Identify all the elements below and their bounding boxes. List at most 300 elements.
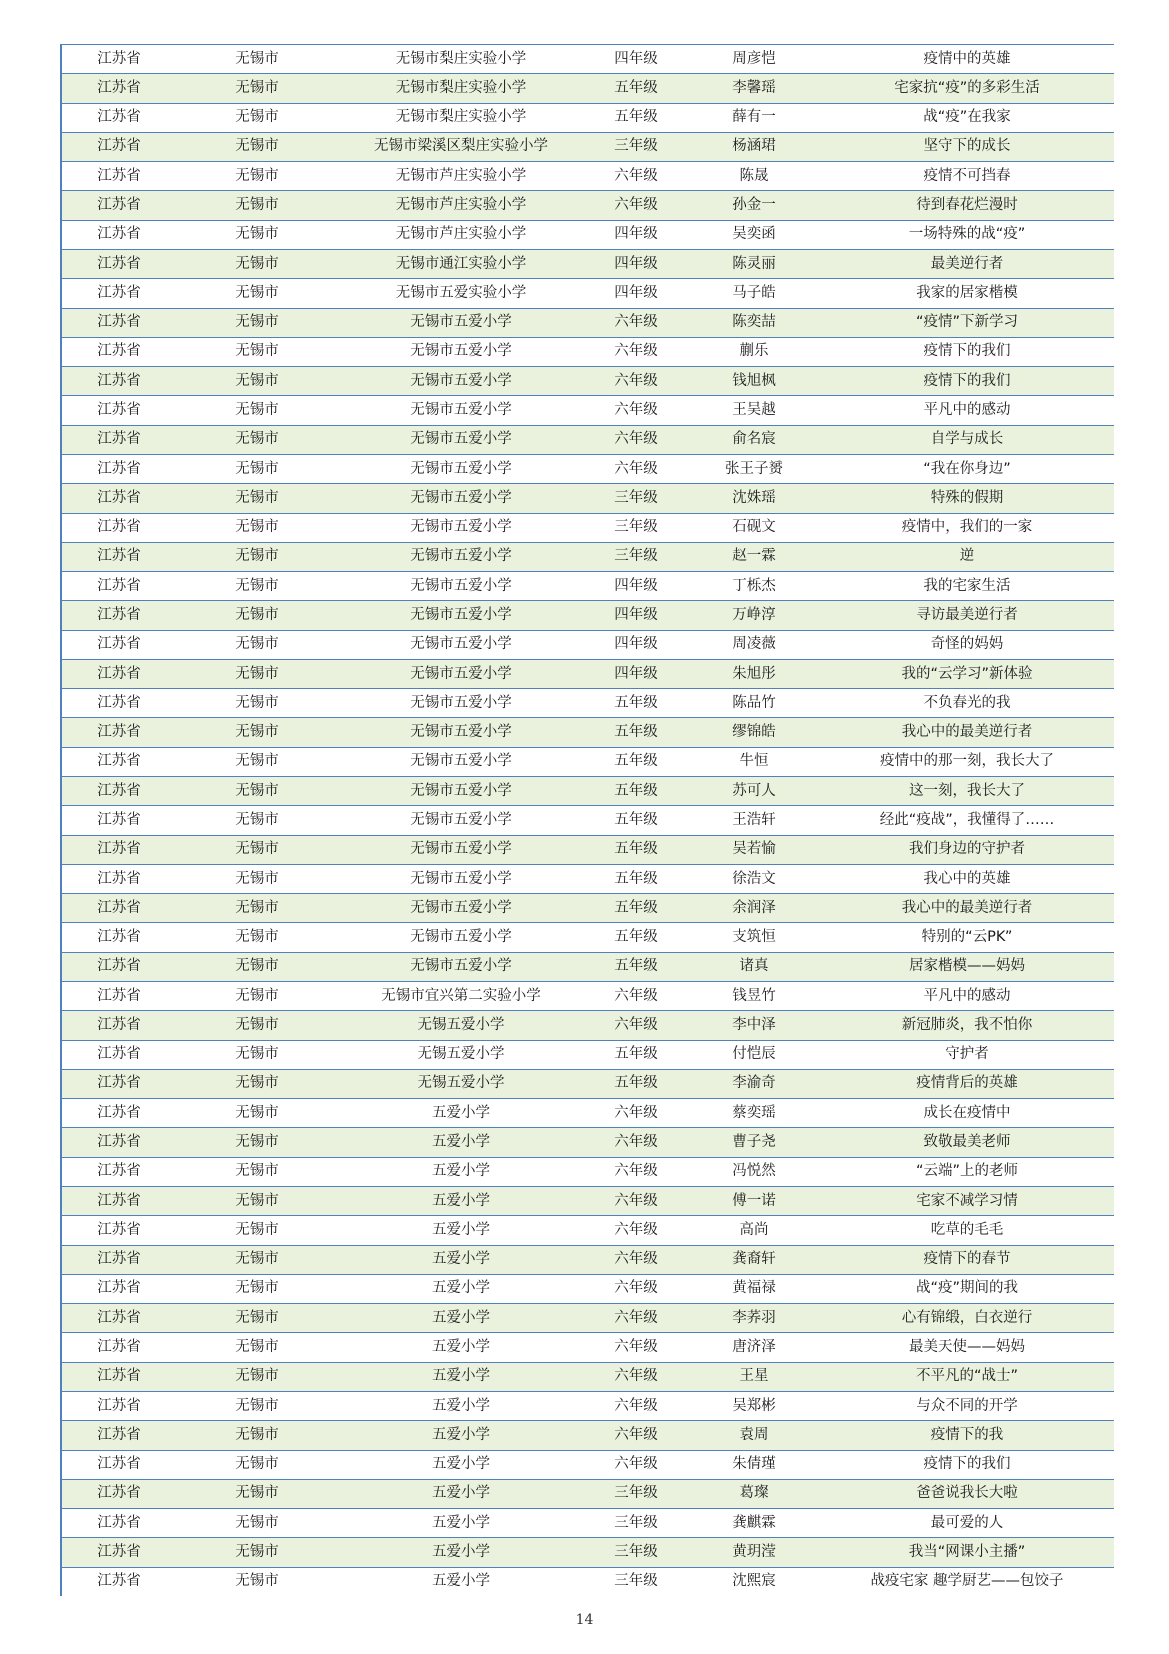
- province-cell: 江苏省: [97, 197, 141, 214]
- city-cell: 无锡市: [235, 929, 279, 946]
- student-name-cell: 龚裔轩: [732, 1251, 776, 1268]
- city-cell: 无锡市: [235, 1485, 279, 1502]
- grade-cell: 四年级: [614, 255, 658, 272]
- grade-cell: 五年级: [614, 899, 658, 916]
- grade-cell: 六年级: [614, 1192, 658, 1209]
- student-name-cell: 苏可人: [732, 782, 776, 799]
- city-cell: 无锡市: [235, 1543, 279, 1560]
- city-cell: 无锡市: [235, 284, 279, 301]
- table-row: [62, 571, 1114, 600]
- student-name-cell: 冯悦然: [732, 1163, 776, 1180]
- province-cell: 江苏省: [97, 489, 141, 506]
- table-row: [62, 542, 1114, 571]
- table-row: [62, 483, 1114, 512]
- work-title-cell: 自学与成长: [930, 431, 1004, 448]
- province-cell: 江苏省: [97, 460, 141, 477]
- student-name-cell: 缪锦皓: [732, 724, 776, 741]
- student-name-cell: 吴若愉: [732, 841, 776, 858]
- province-cell: 江苏省: [97, 109, 141, 126]
- city-cell: 无锡市: [235, 79, 279, 96]
- table-row: [62, 1186, 1114, 1215]
- city-cell: 无锡市: [235, 1046, 279, 1063]
- province-cell: 江苏省: [97, 1397, 141, 1414]
- work-title-cell: 致敬最美老师: [923, 1134, 1011, 1151]
- student-name-cell: 高尚: [739, 1221, 769, 1238]
- work-title-cell: 宅家抗“疫”的多彩生活: [894, 79, 1040, 96]
- grade-cell: 五年级: [614, 929, 658, 946]
- work-title-cell: 疫情中，我们的一家: [901, 519, 1033, 536]
- student-name-cell: 朱旭彤: [732, 665, 776, 682]
- province-cell: 江苏省: [97, 1339, 141, 1356]
- province-cell: 江苏省: [97, 841, 141, 858]
- table-row: [62, 44, 1114, 73]
- table-row: [62, 630, 1114, 659]
- grade-cell: 六年级: [614, 372, 658, 389]
- work-title-cell: 最可爱的人: [930, 1514, 1004, 1531]
- grade-cell: 六年级: [614, 402, 658, 419]
- work-title-cell: 居家楷模——妈妈: [909, 958, 1025, 975]
- school-cell: 无锡市梁溪区梨庄实验小学: [374, 138, 548, 155]
- province-cell: 江苏省: [97, 1573, 141, 1590]
- school-cell: 无锡市五爱小学: [410, 489, 512, 506]
- province-cell: 江苏省: [97, 929, 141, 946]
- grade-cell: 六年级: [614, 1397, 658, 1414]
- city-cell: 无锡市: [235, 665, 279, 682]
- city-cell: 无锡市: [235, 841, 279, 858]
- work-title-cell: 宅家不减学习情: [916, 1192, 1018, 1209]
- school-cell: 五爱小学: [432, 1104, 490, 1121]
- grade-cell: 六年级: [614, 1163, 658, 1180]
- work-title-cell: 我的“云学习”新体验: [901, 665, 1033, 682]
- city-cell: 无锡市: [235, 753, 279, 770]
- city-cell: 无锡市: [235, 1397, 279, 1414]
- school-cell: 无锡市五爱小学: [410, 694, 512, 711]
- student-name-cell: 马子皓: [732, 284, 776, 301]
- work-title-cell: 疫情下的春节: [923, 1251, 1011, 1268]
- work-title-cell: 我心中的最美逆行者: [901, 899, 1033, 916]
- table-row: [62, 1010, 1114, 1039]
- work-title-cell: 平凡中的感动: [923, 402, 1011, 419]
- province-cell: 江苏省: [97, 1485, 141, 1502]
- grade-cell: 四年级: [614, 577, 658, 594]
- work-title-cell: 战“疫”期间的我: [915, 1280, 1019, 1297]
- province-cell: 江苏省: [97, 724, 141, 741]
- student-name-cell: 朱倩瑾: [732, 1456, 776, 1473]
- grade-cell: 六年级: [614, 1426, 658, 1443]
- table-row: [62, 1098, 1114, 1127]
- table-row: [62, 132, 1114, 161]
- table-row: [62, 425, 1114, 454]
- school-cell: 无锡市芦庄实验小学: [395, 226, 527, 243]
- work-title-cell: 疫情中的英雄: [923, 50, 1011, 67]
- province-cell: 江苏省: [97, 548, 141, 565]
- school-cell: 五爱小学: [432, 1368, 490, 1385]
- province-cell: 江苏省: [97, 1075, 141, 1092]
- table-row: [62, 366, 1114, 395]
- province-cell: 江苏省: [97, 1514, 141, 1531]
- student-name-cell: 蔡奕瑶: [732, 1104, 776, 1121]
- school-cell: 无锡市五爱实验小学: [395, 284, 527, 301]
- grade-cell: 六年级: [614, 167, 658, 184]
- school-cell: 五爱小学: [432, 1485, 490, 1502]
- city-cell: 无锡市: [235, 1514, 279, 1531]
- table-row: [62, 835, 1114, 864]
- province-cell: 江苏省: [97, 1046, 141, 1063]
- city-cell: 无锡市: [235, 519, 279, 536]
- school-cell: 无锡市五爱小学: [410, 899, 512, 916]
- school-cell: 无锡市五爱小学: [410, 548, 512, 565]
- grade-cell: 四年级: [614, 606, 658, 623]
- work-title-cell: 寻访最美逆行者: [916, 606, 1018, 623]
- city-cell: 无锡市: [235, 255, 279, 272]
- city-cell: 无锡市: [235, 1573, 279, 1590]
- work-title-cell: 这一刻，我长大了: [909, 782, 1025, 799]
- table-row: [62, 513, 1114, 542]
- work-title-cell: 特别的“云PK”: [921, 929, 1013, 946]
- province-cell: 江苏省: [97, 606, 141, 623]
- city-cell: 无锡市: [235, 314, 279, 331]
- school-cell: 五爱小学: [432, 1192, 490, 1209]
- student-name-cell: 陈奕喆: [732, 314, 776, 331]
- school-cell: 无锡市五爱小学: [410, 431, 512, 448]
- work-title-cell: 新冠肺炎，我不怕你: [901, 1016, 1033, 1033]
- school-cell: 无锡市五爱小学: [410, 753, 512, 770]
- grade-cell: 四年级: [614, 226, 658, 243]
- student-name-cell: 王星: [739, 1368, 769, 1385]
- grade-cell: 六年级: [614, 314, 658, 331]
- student-name-cell: 唐济泽: [732, 1339, 776, 1356]
- table-row: [62, 893, 1114, 922]
- grade-cell: 六年级: [614, 1221, 658, 1238]
- student-name-cell: 傅一诺: [732, 1192, 776, 1209]
- city-cell: 无锡市: [235, 1426, 279, 1443]
- city-cell: 无锡市: [235, 167, 279, 184]
- student-name-cell: 周凌薇: [732, 636, 776, 653]
- grade-cell: 三年级: [614, 1543, 658, 1560]
- grade-cell: 六年级: [614, 1016, 658, 1033]
- grade-cell: 三年级: [614, 548, 658, 565]
- city-cell: 无锡市: [235, 958, 279, 975]
- school-cell: 无锡市五爱小学: [410, 577, 512, 594]
- student-name-cell: 李中泽: [732, 1016, 776, 1033]
- work-title-cell: 我的宅家生活: [923, 577, 1011, 594]
- province-cell: 江苏省: [97, 870, 141, 887]
- school-cell: 无锡市梨庄实验小学: [395, 109, 527, 126]
- city-cell: 无锡市: [235, 1251, 279, 1268]
- work-title-cell: 疫情下的我们: [923, 372, 1011, 389]
- province-cell: 江苏省: [97, 79, 141, 96]
- table-row: [62, 600, 1114, 629]
- school-cell: 无锡市梨庄实验小学: [395, 50, 527, 67]
- school-cell: 五爱小学: [432, 1514, 490, 1531]
- grade-cell: 三年级: [614, 138, 658, 155]
- province-cell: 江苏省: [97, 811, 141, 828]
- grade-cell: 五年级: [614, 870, 658, 887]
- table-row: [62, 1362, 1114, 1391]
- school-cell: 五爱小学: [432, 1221, 490, 1238]
- student-name-cell: 支筑恒: [732, 929, 776, 946]
- province-cell: 江苏省: [97, 167, 141, 184]
- table-row: [62, 1157, 1114, 1186]
- province-cell: 江苏省: [97, 1368, 141, 1385]
- province-cell: 江苏省: [97, 431, 141, 448]
- city-cell: 无锡市: [235, 402, 279, 419]
- city-cell: 无锡市: [235, 606, 279, 623]
- grade-cell: 六年级: [614, 1456, 658, 1473]
- table-row: [62, 1479, 1114, 1508]
- province-cell: 江苏省: [97, 958, 141, 975]
- work-title-cell: 疫情下的我们: [923, 343, 1011, 360]
- work-title-cell: 疫情下的我: [930, 1426, 1004, 1443]
- province-cell: 江苏省: [97, 899, 141, 916]
- work-title-cell: 我家的居家楷模: [916, 284, 1018, 301]
- table-row: [62, 308, 1114, 337]
- grade-cell: 六年级: [614, 343, 658, 360]
- table-row: [62, 1450, 1114, 1479]
- city-cell: 无锡市: [235, 870, 279, 887]
- student-name-cell: 石砚文: [732, 519, 776, 536]
- table-row: [62, 922, 1114, 951]
- student-name-cell: 吴郑彬: [732, 1397, 776, 1414]
- student-name-cell: 李馨瑶: [732, 79, 776, 96]
- student-name-cell: 沈姝瑶: [732, 489, 776, 506]
- table-row: [62, 1245, 1114, 1274]
- province-cell: 江苏省: [97, 1543, 141, 1560]
- school-cell: 五爱小学: [432, 1543, 490, 1560]
- student-name-cell: 钱旭枫: [732, 372, 776, 389]
- city-cell: 无锡市: [235, 460, 279, 477]
- table-row: [62, 1391, 1114, 1420]
- work-title-cell: 我心中的最美逆行者: [901, 724, 1033, 741]
- table-row: [62, 805, 1114, 834]
- work-title-cell: 疫情中的那一刻，我长大了: [880, 753, 1054, 770]
- student-name-cell: 丁栎杰: [732, 577, 776, 594]
- grade-cell: 六年级: [614, 197, 658, 214]
- work-title-cell: 不平凡的“战士”: [915, 1368, 1019, 1385]
- work-title-cell: 奇怪的妈妈: [930, 636, 1004, 653]
- work-title-cell: 战疫宅家 趣学厨艺——包饺子: [870, 1573, 1064, 1590]
- school-cell: 五爱小学: [432, 1339, 490, 1356]
- student-name-cell: 陈灵丽: [732, 255, 776, 272]
- student-name-cell: 李荞羽: [732, 1309, 776, 1326]
- table-row: [62, 864, 1114, 893]
- province-cell: 江苏省: [97, 577, 141, 594]
- province-cell: 江苏省: [97, 1104, 141, 1121]
- student-name-cell: 万峥淳: [732, 606, 776, 623]
- city-cell: 无锡市: [235, 226, 279, 243]
- province-cell: 江苏省: [97, 1163, 141, 1180]
- grade-cell: 六年级: [614, 1309, 658, 1326]
- province-cell: 江苏省: [97, 1016, 141, 1033]
- province-cell: 江苏省: [97, 1280, 141, 1297]
- grade-cell: 六年级: [614, 1104, 658, 1121]
- work-title-cell: 逆: [959, 548, 975, 565]
- city-cell: 无锡市: [235, 694, 279, 711]
- work-title-cell: 坚守下的成长: [923, 138, 1011, 155]
- work-title-cell: 平凡中的感动: [923, 987, 1011, 1004]
- province-cell: 江苏省: [97, 402, 141, 419]
- work-title-cell: 战“疫”在我家: [923, 109, 1011, 126]
- table-row: [62, 1127, 1114, 1156]
- grade-cell: 五年级: [614, 753, 658, 770]
- student-name-cell: 曹子尧: [732, 1134, 776, 1151]
- student-name-cell: 牛恒: [739, 753, 769, 770]
- student-name-cell: 陈品竹: [732, 694, 776, 711]
- school-cell: 无锡五爱小学: [417, 1046, 505, 1063]
- table-row: [62, 1040, 1114, 1069]
- student-name-cell: 袁周: [739, 1426, 769, 1443]
- city-cell: 无锡市: [235, 1221, 279, 1238]
- grade-cell: 三年级: [614, 1485, 658, 1502]
- table-row: [62, 1537, 1114, 1566]
- school-cell: 无锡市五爱小学: [410, 665, 512, 682]
- grade-cell: 五年级: [614, 79, 658, 96]
- school-cell: 无锡市梨庄实验小学: [395, 79, 527, 96]
- grade-cell: 四年级: [614, 284, 658, 301]
- city-cell: 无锡市: [235, 372, 279, 389]
- city-cell: 无锡市: [235, 1104, 279, 1121]
- city-cell: 无锡市: [235, 548, 279, 565]
- school-cell: 五爱小学: [432, 1309, 490, 1326]
- province-cell: 江苏省: [97, 226, 141, 243]
- city-cell: 无锡市: [235, 138, 279, 155]
- work-title-cell: 成长在疫情中: [923, 1104, 1011, 1121]
- student-name-cell: 俞名宸: [732, 431, 776, 448]
- grade-cell: 五年级: [614, 694, 658, 711]
- work-title-cell: 最美逆行者: [930, 255, 1004, 272]
- school-cell: 无锡五爱小学: [417, 1075, 505, 1092]
- work-title-cell: 爸爸说我长大啦: [916, 1485, 1018, 1502]
- grade-cell: 五年级: [614, 1046, 658, 1063]
- student-name-cell: 余润泽: [732, 899, 776, 916]
- school-cell: 五爱小学: [432, 1456, 490, 1473]
- student-name-cell: 张王子赟: [725, 460, 783, 477]
- student-name-cell: 龚麒霖: [732, 1514, 776, 1531]
- table-row: [62, 103, 1114, 132]
- student-name-cell: 葛璨: [739, 1485, 769, 1502]
- school-cell: 无锡市芦庄实验小学: [395, 197, 527, 214]
- table-row: [62, 1274, 1114, 1303]
- grade-cell: 五年级: [614, 724, 658, 741]
- table-row: [62, 161, 1114, 190]
- school-cell: 无锡市五爱小学: [410, 929, 512, 946]
- school-cell: 无锡市五爱小学: [410, 870, 512, 887]
- school-cell: 五爱小学: [432, 1397, 490, 1414]
- city-cell: 无锡市: [235, 109, 279, 126]
- table-row: [62, 1508, 1114, 1537]
- table-row: [62, 952, 1114, 981]
- city-cell: 无锡市: [235, 50, 279, 67]
- grade-cell: 六年级: [614, 1251, 658, 1268]
- award-list-table: [60, 44, 1114, 1596]
- table-row: [62, 454, 1114, 483]
- grade-cell: 五年级: [614, 109, 658, 126]
- work-title-cell: 守护者: [945, 1046, 989, 1063]
- student-name-cell: 薛有一: [732, 109, 776, 126]
- work-title-cell: 疫情不可挡春: [923, 167, 1011, 184]
- grade-cell: 六年级: [614, 431, 658, 448]
- table-row: [62, 1332, 1114, 1361]
- province-cell: 江苏省: [97, 284, 141, 301]
- student-name-cell: 赵一霖: [732, 548, 776, 565]
- province-cell: 江苏省: [97, 753, 141, 770]
- school-cell: 五爱小学: [432, 1426, 490, 1443]
- grade-cell: 四年级: [614, 665, 658, 682]
- table-row: [62, 278, 1114, 307]
- city-cell: 无锡市: [235, 724, 279, 741]
- student-name-cell: 王浩轩: [732, 811, 776, 828]
- table-row: [62, 190, 1114, 219]
- city-cell: 无锡市: [235, 577, 279, 594]
- table-row: [62, 73, 1114, 102]
- student-name-cell: 黄玥滢: [732, 1543, 776, 1560]
- city-cell: 无锡市: [235, 1075, 279, 1092]
- school-cell: 五爱小学: [432, 1251, 490, 1268]
- city-cell: 无锡市: [235, 1309, 279, 1326]
- school-cell: 无锡市五爱小学: [410, 606, 512, 623]
- province-cell: 江苏省: [97, 987, 141, 1004]
- grade-cell: 三年级: [614, 1573, 658, 1590]
- work-title-cell: 一场特殊的战“疫”: [908, 226, 1026, 243]
- table-row: [62, 747, 1114, 776]
- province-cell: 江苏省: [97, 1426, 141, 1443]
- city-cell: 无锡市: [235, 899, 279, 916]
- province-cell: 江苏省: [97, 694, 141, 711]
- table-row: [62, 1567, 1114, 1596]
- table-row: [62, 220, 1114, 249]
- grade-cell: 五年级: [614, 811, 658, 828]
- school-cell: 无锡市芦庄实验小学: [395, 167, 527, 184]
- table-row: [62, 1420, 1114, 1449]
- city-cell: 无锡市: [235, 1016, 279, 1033]
- grade-cell: 三年级: [614, 519, 658, 536]
- grade-cell: 五年级: [614, 958, 658, 975]
- table-row: [62, 776, 1114, 805]
- table-row: [62, 688, 1114, 717]
- work-title-cell: 疫情背后的英雄: [916, 1075, 1018, 1092]
- province-cell: 江苏省: [97, 372, 141, 389]
- province-cell: 江苏省: [97, 1456, 141, 1473]
- page-number: 14: [575, 1612, 594, 1628]
- student-name-cell: 沈熙宸: [732, 1573, 776, 1590]
- grade-cell: 四年级: [614, 636, 658, 653]
- school-cell: 无锡市五爱小学: [410, 343, 512, 360]
- province-cell: 江苏省: [97, 636, 141, 653]
- table-row: [62, 717, 1114, 746]
- province-cell: 江苏省: [97, 1309, 141, 1326]
- grade-cell: 六年级: [614, 460, 658, 477]
- school-cell: 五爱小学: [432, 1280, 490, 1297]
- table-row: [62, 395, 1114, 424]
- grade-cell: 六年级: [614, 987, 658, 1004]
- city-cell: 无锡市: [235, 636, 279, 653]
- student-name-cell: 孙金一: [732, 197, 776, 214]
- work-title-cell: 最美天使——妈妈: [909, 1339, 1025, 1356]
- city-cell: 无锡市: [235, 343, 279, 360]
- grade-cell: 三年级: [614, 489, 658, 506]
- school-cell: 无锡市五爱小学: [410, 314, 512, 331]
- table-row: [62, 1069, 1114, 1098]
- school-cell: 五爱小学: [432, 1163, 490, 1180]
- province-cell: 江苏省: [97, 519, 141, 536]
- school-cell: 无锡市五爱小学: [410, 782, 512, 799]
- grade-cell: 六年级: [614, 1368, 658, 1385]
- city-cell: 无锡市: [235, 811, 279, 828]
- grade-cell: 三年级: [614, 1514, 658, 1531]
- province-cell: 江苏省: [97, 1221, 141, 1238]
- city-cell: 无锡市: [235, 782, 279, 799]
- city-cell: 无锡市: [235, 1339, 279, 1356]
